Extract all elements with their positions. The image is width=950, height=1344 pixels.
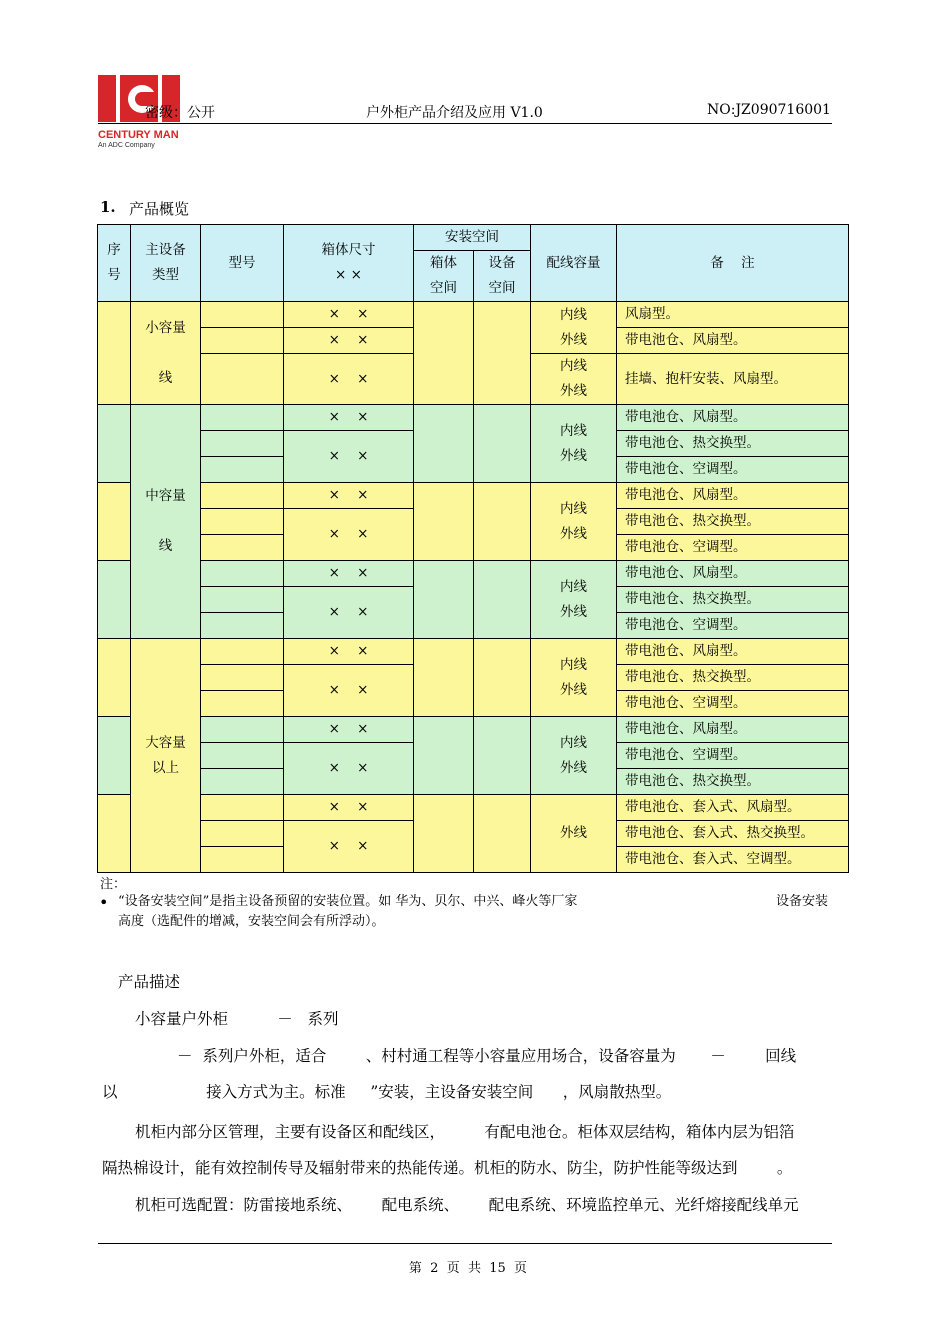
logo-text: CENTURY MAN (98, 129, 179, 141)
remark-cell: 带电池仓、风扇型。 (617, 328, 849, 354)
document-number: NO:JZ090716001 (707, 102, 831, 118)
model-cell (201, 743, 284, 769)
model-cell (201, 561, 284, 587)
document-title: 户外柜产品介绍及应用 V1.0 (366, 105, 543, 121)
equip-space-cell (474, 717, 531, 795)
header-equip-space: 设备空间 (474, 251, 531, 302)
note-bullet: • (99, 893, 109, 912)
box-space-cell (414, 561, 474, 639)
remark-cell: 带电池仓、套入式、风扇型。 (617, 795, 849, 821)
seq-cell (98, 483, 131, 561)
wiring-cell: 内线 外线 (531, 302, 617, 354)
model-cell (201, 769, 284, 795)
model-cell (201, 639, 284, 665)
paragraph-2b: 隔热棉设计，能有效控制传导及辐射带来的热能传递。机柜的防水、防尘，防护性能等级达到 。 (102, 1159, 793, 1177)
box-space-cell (414, 302, 474, 405)
group-medium: 中容量 线 (131, 405, 201, 639)
box-space-cell (414, 717, 474, 795)
model-cell (201, 613, 284, 639)
model-cell (201, 821, 284, 847)
model-cell (201, 795, 284, 821)
size-cell: × × (284, 405, 414, 431)
note-label: 注： (100, 877, 127, 892)
note-line-1: “设备安装空间”是指主设备预留的安装位置。如 华为、贝尔、中兴、峰火等厂家 (118, 894, 578, 909)
group-small: 小容量 线 (131, 302, 201, 405)
model-cell (201, 717, 284, 743)
model-cell (201, 328, 284, 354)
size-cell: × × (284, 302, 414, 328)
model-cell (201, 405, 284, 431)
box-space-cell (414, 405, 474, 483)
footer-rule (98, 1243, 832, 1244)
paragraph-1a: － 系列户外柜，适合 、村村通工程等小容量应用场合，设备容量为 － 回线 (177, 1047, 797, 1065)
model-cell (201, 847, 284, 873)
size-cell: × × (284, 587, 414, 639)
remark-cell: 带电池仓、风扇型。 (617, 405, 849, 431)
equip-space-cell (474, 795, 531, 873)
model-cell (201, 483, 284, 509)
header-size-label: 箱体尺寸 (321, 242, 376, 258)
paragraph-1b: 以 接入方式为主。标准 ”安装，主设备安装空间 ，风扇散热型。 (102, 1083, 672, 1101)
model-cell (201, 509, 284, 535)
product-overview-table (97, 224, 849, 873)
box-space-cell (414, 795, 474, 873)
equip-space-cell (474, 405, 531, 483)
model-cell (201, 431, 284, 457)
size-cell: × × (284, 483, 414, 509)
logo-subtext: An ADC Company (98, 142, 155, 149)
model-cell (201, 302, 284, 328)
model-cell (201, 587, 284, 613)
wiring-cell: 内线 外线 (531, 717, 617, 795)
equip-space-cell (474, 639, 531, 717)
wiring-cell: 外线 (531, 795, 617, 873)
model-cell (201, 691, 284, 717)
remark-cell: 带电池仓、风扇型。 (617, 561, 849, 587)
size-cell: × × (284, 509, 414, 561)
equip-space-cell (474, 302, 531, 405)
header-seq: 序号 (98, 225, 131, 302)
header-install-space: 安装空间 (414, 225, 531, 251)
size-cell: × × (284, 639, 414, 665)
header-main-type: 主设备类型 (131, 225, 201, 302)
remark-cell: 带电池仓、空调型。 (617, 691, 849, 717)
wiring-cell: 内线 外线 (531, 354, 617, 405)
paragraph-3: 机柜可选配置：防雷接地系统、 配电系统、 配电系统、环境监控单元、光纤熔接配线单元 (135, 1196, 799, 1214)
wiring-cell: 内线 外线 (531, 405, 617, 483)
model-cell (201, 535, 284, 561)
remark-cell: 挂墙、抱杆安装、风扇型。 (617, 354, 849, 405)
size-cell: × × (284, 431, 414, 483)
header-size (284, 225, 414, 302)
remark-cell: 风扇型。 (617, 302, 849, 328)
size-cell: × × (284, 795, 414, 821)
size-cell: × × (284, 354, 414, 405)
seq-cell (98, 717, 131, 795)
remark-cell: 带电池仓、空调型。 (617, 457, 849, 483)
equip-space-cell (474, 483, 531, 561)
remark-cell: 带电池仓、套入式、空调型。 (617, 847, 849, 873)
section-number: 1. (100, 198, 116, 216)
note-line-2: 高度（选配件的增减，安装空间会有所浮动）。 (118, 914, 385, 929)
size-cell: × × (284, 717, 414, 743)
box-space-cell (414, 639, 474, 717)
seq-cell (98, 561, 131, 639)
size-cell: × × (284, 665, 414, 717)
remark-cell: 带电池仓、热交换型。 (617, 587, 849, 613)
header-box-space: 箱体空间 (414, 251, 474, 302)
model-cell (201, 354, 284, 405)
remark-cell: 带电池仓、风扇型。 (617, 639, 849, 665)
equip-space-cell (474, 561, 531, 639)
box-space-cell (414, 483, 474, 561)
seq-cell (98, 405, 131, 483)
seq-cell (98, 639, 131, 717)
header-wiring: 配线容量 (531, 225, 617, 302)
seq-cell (98, 795, 131, 873)
remark-cell: 带电池仓、空调型。 (617, 613, 849, 639)
security-level: 密级：公开 (145, 105, 215, 121)
note-line-1-end: 设备安装 (776, 894, 829, 909)
size-cell: × × (284, 821, 414, 873)
remark-cell: 带电池仓、热交换型。 (617, 665, 849, 691)
description-subtitle: 小容量户外柜 － 系列 (135, 1010, 339, 1028)
description-title: 产品描述 (118, 973, 181, 991)
wiring-cell: 内线 外线 (531, 639, 617, 717)
remark-cell: 带电池仓、热交换型。 (617, 509, 849, 535)
remark-cell: 带电池仓、套入式、热交换型。 (617, 821, 849, 847)
remark-cell: 带电池仓、空调型。 (617, 535, 849, 561)
size-cell: × × (284, 743, 414, 795)
model-cell (201, 457, 284, 483)
group-large: 大容量 以上 (131, 639, 201, 873)
header-remarks: 备 注 (617, 225, 849, 302)
wiring-cell: 内线 外线 (531, 561, 617, 639)
remark-cell: 带电池仓、风扇型。 (617, 483, 849, 509)
section-title: 产品概览 (129, 200, 190, 218)
wiring-cell: 内线 外线 (531, 483, 617, 561)
page-number: 第 2 页 共 15 页 (408, 1261, 528, 1276)
size-cell: × × (284, 328, 414, 354)
remark-cell: 带电池仓、热交换型。 (617, 769, 849, 795)
model-cell (201, 665, 284, 691)
header-model: 型号 (201, 225, 284, 302)
seq-cell (98, 302, 131, 405)
header-size-sub: × × (335, 267, 362, 283)
remark-cell: 带电池仓、热交换型。 (617, 431, 849, 457)
header-rule (98, 123, 832, 124)
paragraph-2a: 机柜内部分区管理，主要有设备区和配线区， 有配电池仓。柜体双层结构，箱体内层为铝箔 (135, 1123, 795, 1141)
size-cell: × × (284, 561, 414, 587)
remark-cell: 带电池仓、风扇型。 (617, 717, 849, 743)
remark-cell: 带电池仓、空调型。 (617, 743, 849, 769)
